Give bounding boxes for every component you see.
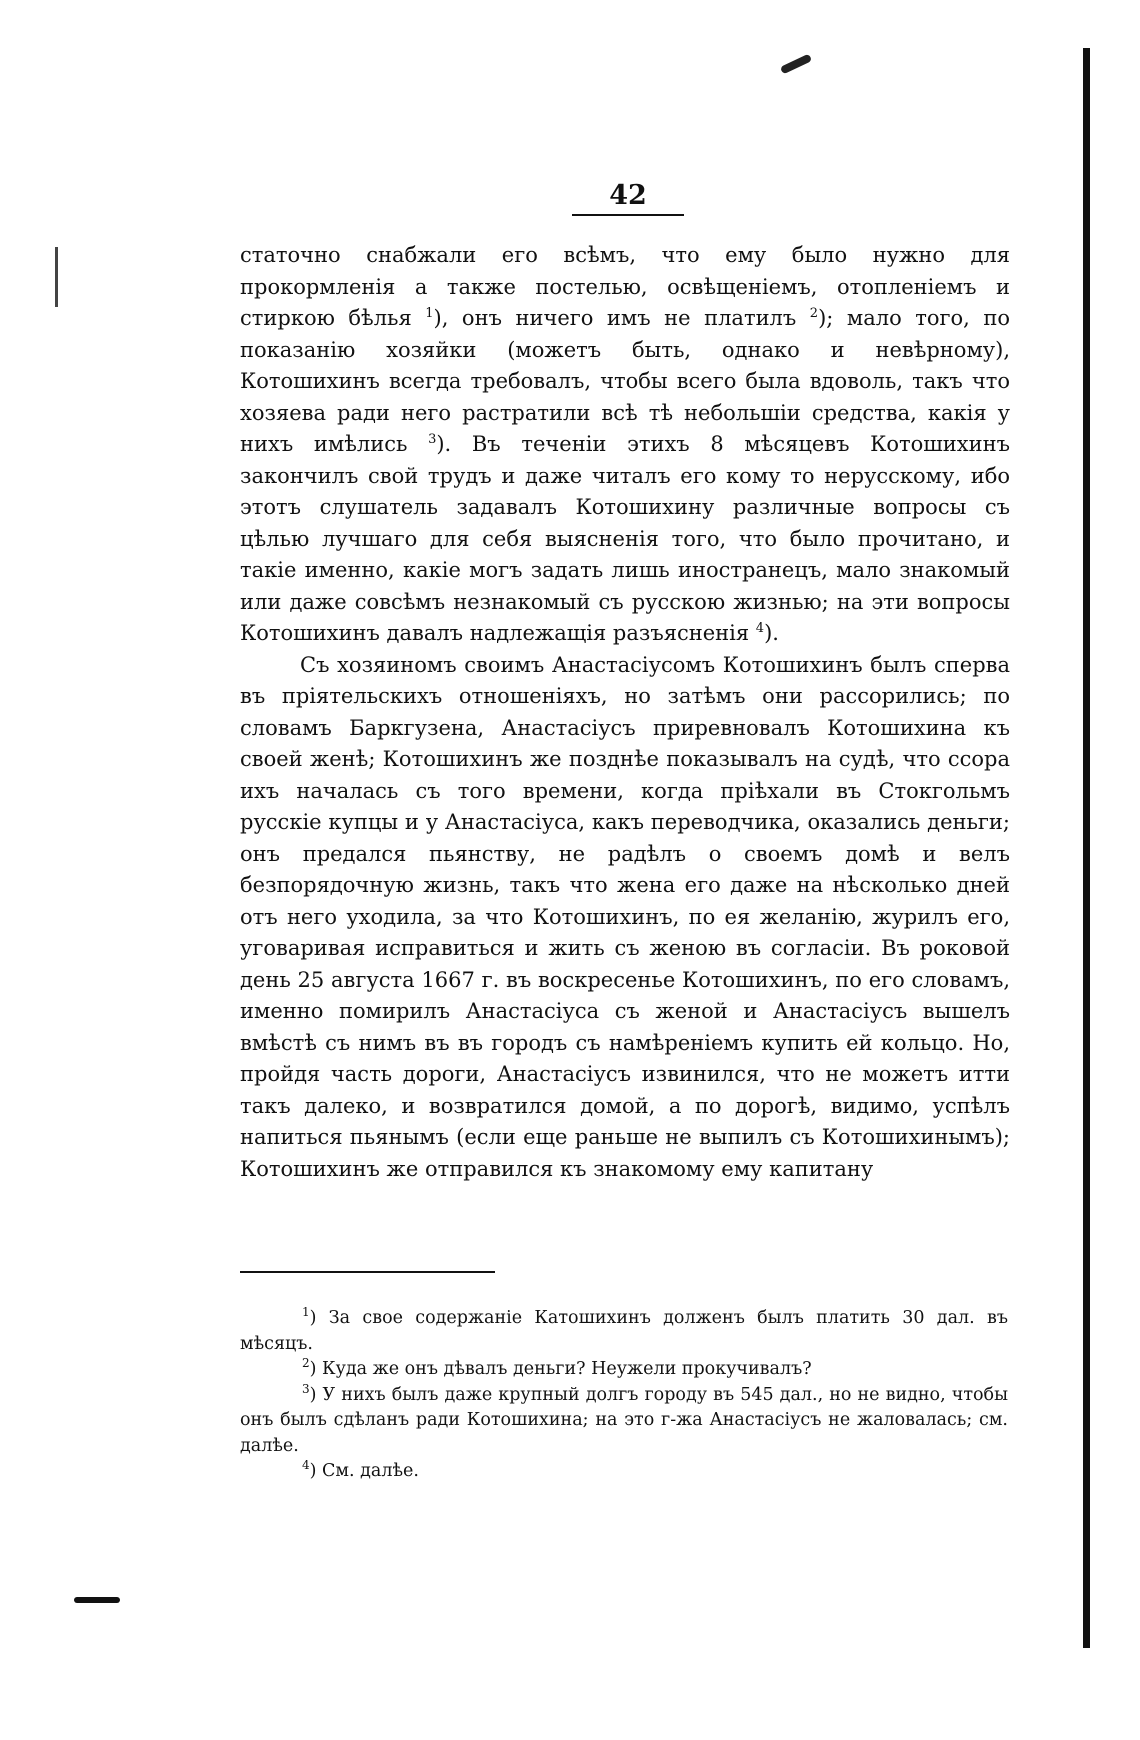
paragraph-1 xyxy=(240,240,1010,650)
text-segment: ), онъ ничего имъ не платилъ xyxy=(433,306,810,330)
footnotes xyxy=(240,1306,1008,1485)
footnote-4 xyxy=(240,1459,1008,1485)
footnote-text: ) См. далѣе. xyxy=(309,1461,419,1481)
footnote-text: ) За свое содержаніе Катошихинъ долженъ былъ платить 30 дал. въ мѣсяцъ. xyxy=(240,1308,1008,1354)
footnote-marker: 2 xyxy=(302,1356,310,1371)
scan-bottom-mark xyxy=(74,1597,120,1603)
text-segment: ); мало того, по показанію хозяйки (можетъ быть, однако и невѣрному), Котошихинъ всегда требовалъ, чтобы всего была вдоволь, такъ что хозяева ради него растратили всѣ тѣ небольшіи средства, какія у нихъ имѣлись xyxy=(240,306,1010,456)
scan-speck xyxy=(780,54,812,75)
main-text xyxy=(240,240,1010,1185)
footnote-text: ) Куда же онъ дѣвалъ деньги? Неужели прокучивалъ? xyxy=(309,1359,812,1379)
footnote-marker: 3 xyxy=(302,1381,310,1396)
footnote-2 xyxy=(240,1357,1008,1383)
footnote-ref: 3 xyxy=(428,432,437,447)
page-number: 42 xyxy=(609,180,647,211)
paragraph-2 xyxy=(240,650,1010,1186)
footnote-text: ) У нихъ былъ даже крупный долгъ городу въ 545 дал., но не видно, чтобы онъ былъ сдѣланъ ради Котошихина; на это г-жа Анастасіусъ не жаловалась; см. далѣе. xyxy=(240,1384,1008,1456)
page-number-rule xyxy=(572,214,684,216)
footnote-separator xyxy=(240,1271,495,1273)
scan-margin-mark xyxy=(55,247,64,307)
text-segment: статочно снабжали его всѣмъ, что ему было нужно для прокормленія а также постелью, освѣщеніемъ, отопленіемъ и стиркою бѣлья xyxy=(240,243,1010,330)
footnote-3 xyxy=(240,1383,1008,1460)
footnote-marker: 4 xyxy=(302,1458,310,1473)
footnote-marker: 1 xyxy=(302,1305,310,1320)
text-segment: ). xyxy=(764,621,779,645)
text-segment: ). Въ теченіи этихъ 8 мѣсяцевъ Котошихинъ закончилъ свой трудъ и даже читалъ его кому то нерусскому, ибо этотъ слушатель задавалъ Котошихину различные вопросы съ цѣлью лучшаго для себя выясненія того, что было прочитано, и такіе именно, какіе могъ задать лишь иностранецъ, мало знакомый или даже совсѣмъ незнакомый съ русскою жизнью; на эти вопросы Котошихинъ давалъ надлежащія разъясненія xyxy=(240,432,1011,645)
footnote-ref: 2 xyxy=(809,306,819,321)
footnote-ref: 4 xyxy=(755,621,765,636)
text-segment: Съ хозяиномъ своимъ Анастасіусомъ Котошихинъ былъ сперва въ пріятельскихъ отношеніяхъ, но затѣмъ они рассорились; по словамъ Баркгузена, Анастасіусъ приревновалъ Котошихина къ своей женѣ; Котошихинъ же позднѣе показывалъ на судѣ, что ссора ихъ началась съ того времени, когда пріѣхали въ Стокгольмъ русскіе купцы и у Анастасіуса, какъ переводчика, оказались деньги; онъ предался пьянству, не радѣлъ о своемъ домѣ и велъ безпорядочную жизнь, такъ что жена его даже на нѣсколько дней отъ него уходила, за что Котошихинъ, по ея желанію, журилъ его, уговаривая исправиться и жить съ женою въ согласіи. Въ роковой день 25 августа 1667 г. въ воскресенье Котошихинъ, по его словамъ, именно помирилъ Анастасіуса съ женой и Анастасіусъ вышелъ вмѣстѣ съ нимъ въ въ городъ съ намѣреніемъ купить ей кольцо. Но, пройдя часть дороги, Анастасіусъ извинился, что не можетъ итти такъ далеко, и возвратился домой, а по дорогѣ, видимо, успѣлъ напиться пьянымъ (если еще раньше не выпилъ съ Котошихинымъ); Котошихинъ же отправился къ знакомому ему капитану xyxy=(240,652,1010,1181)
scan-edge-bar xyxy=(1083,48,1090,1648)
footnote-ref: 1 xyxy=(425,306,434,321)
footnote-1 xyxy=(240,1306,1008,1357)
